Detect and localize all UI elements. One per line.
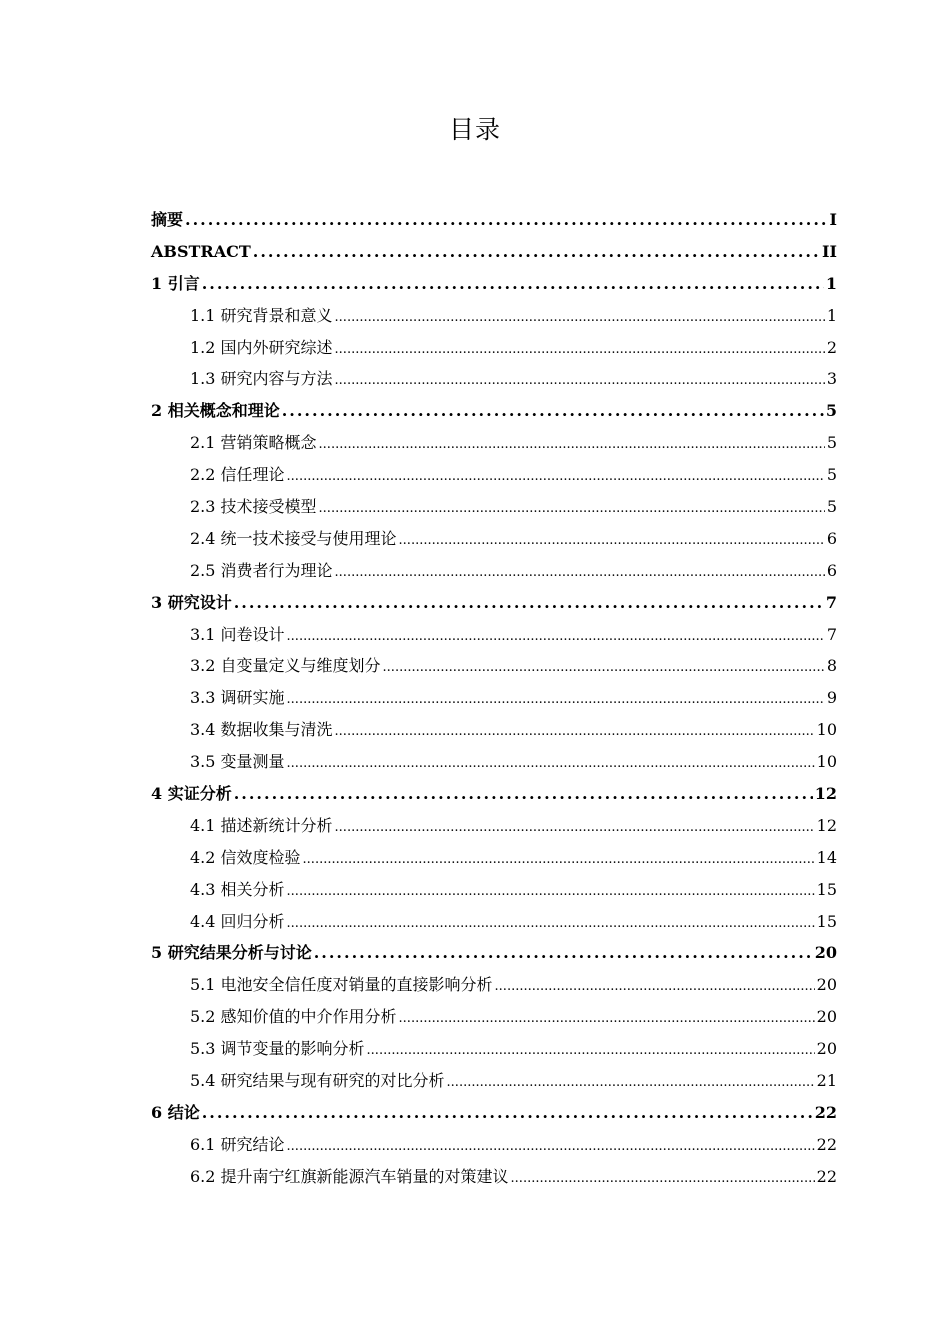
- dot-leader: [335, 365, 825, 397]
- toc-entry-title: 3.1 问卷设计: [190, 624, 285, 644]
- toc-entry-title: 2.5 消费者行为理论: [190, 560, 333, 580]
- toc-entry[interactable]: [151, 714, 837, 746]
- toc-entry-page-number: II: [822, 241, 837, 261]
- toc-entry-page-number: 5: [825, 401, 837, 421]
- dot-leader: [335, 716, 815, 748]
- toc-entry[interactable]: [151, 300, 837, 332]
- toc-entry-page-number: 5: [826, 497, 837, 517]
- toc-entry[interactable]: [151, 1129, 837, 1161]
- toc-entry[interactable]: [151, 969, 837, 1001]
- toc-entry-title: 5.1 电池安全信任度对销量的直接影响分析: [190, 975, 493, 995]
- toc-entry-page-number: 3: [826, 369, 837, 389]
- toc-entry-title: 4.1 描述新统计分析: [190, 815, 333, 835]
- dot-leader: [399, 1003, 815, 1035]
- toc-entry[interactable]: [151, 1097, 837, 1129]
- toc-entry[interactable]: [151, 363, 837, 395]
- dot-leader: [335, 557, 825, 589]
- toc-entry-page-number: 8: [826, 656, 837, 676]
- toc-entry-page-number: 14: [816, 847, 837, 867]
- toc-entry-page-number: 20: [814, 943, 837, 963]
- toc-entry-page-number: 9: [826, 688, 837, 708]
- toc-entry[interactable]: [151, 778, 837, 810]
- dot-leader: [447, 1067, 815, 1099]
- toc-entry-title: 1 引言: [151, 273, 200, 293]
- toc-entry-title: 2 相关概念和理论: [151, 401, 280, 421]
- dot-leader: [287, 461, 825, 493]
- toc-entry-title: 3.5 变量测量: [190, 752, 285, 772]
- dot-leader: [319, 493, 825, 525]
- toc-title: 目录: [448, 115, 501, 144]
- toc-entry[interactable]: [151, 491, 837, 523]
- toc-entry-page-number: 1: [825, 273, 837, 293]
- toc-entry[interactable]: [151, 1033, 837, 1065]
- toc-entry[interactable]: [151, 842, 837, 874]
- toc-entry-title: 1.3 研究内容与方法: [190, 369, 333, 389]
- dot-leader: [303, 844, 815, 876]
- toc-entry-title: 3.2 自变量定义与维度划分: [190, 656, 381, 676]
- toc-entry[interactable]: [151, 587, 837, 619]
- toc-entry-page-number: 20: [816, 1039, 837, 1059]
- dot-leader: [202, 1097, 813, 1129]
- toc-entry[interactable]: [151, 874, 837, 906]
- toc-entry-title: 2.1 营销策略概念: [190, 433, 317, 453]
- toc-entry-title: 1.2 国内外研究综述: [190, 337, 333, 357]
- toc-entry-title: 4 实证分析: [151, 784, 232, 804]
- toc-entry[interactable]: [151, 268, 837, 300]
- toc-entry-page-number: 15: [816, 879, 837, 899]
- toc-entry-title: 3.4 数据收集与清洗: [190, 720, 333, 740]
- dot-leader: [287, 1131, 815, 1163]
- toc-entry-title: ABSTRACT: [151, 241, 251, 261]
- toc-entry-page-number: 22: [814, 1102, 837, 1122]
- dot-leader: [495, 971, 815, 1003]
- toc-entry[interactable]: [151, 1065, 837, 1097]
- toc-entry-title: 5.3 调节变量的影响分析: [190, 1039, 365, 1059]
- dot-leader: [234, 778, 813, 810]
- dot-leader: [367, 1035, 815, 1067]
- toc-entry-page-number: 22: [816, 1134, 837, 1154]
- dot-leader: [511, 1163, 815, 1195]
- toc-entry-page-number: 20: [816, 975, 837, 995]
- toc-entry[interactable]: [151, 332, 837, 364]
- toc-entry[interactable]: [151, 650, 837, 682]
- dot-leader: [335, 812, 815, 844]
- toc-entry-title: 5 研究结果分析与讨论: [151, 943, 312, 963]
- toc-entry-title: 3.3 调研实施: [190, 688, 285, 708]
- toc-entry[interactable]: [151, 746, 837, 778]
- toc-entry[interactable]: [151, 906, 837, 938]
- toc-entry-title: 6 结论: [151, 1102, 200, 1122]
- toc-entry[interactable]: [151, 1161, 837, 1193]
- toc-entry-page-number: 7: [826, 624, 837, 644]
- toc-entry-title: 4.4 回归分析: [190, 911, 285, 931]
- dot-leader: [287, 621, 825, 653]
- toc-entry-page-number: 6: [826, 560, 837, 580]
- toc-entry[interactable]: [151, 204, 837, 236]
- toc-entry-title: 2.4 统一技术接受与使用理论: [190, 528, 397, 548]
- toc-entry[interactable]: [151, 682, 837, 714]
- toc-entry-page-number: I: [829, 210, 837, 229]
- toc-entry-page-number: 2: [826, 337, 837, 357]
- dot-leader: [282, 395, 824, 427]
- toc-entry-title: 2.2 信任理论: [190, 465, 285, 485]
- dot-leader: [287, 876, 815, 908]
- toc-entry-title: 1.1 研究背景和意义: [190, 305, 333, 325]
- table-of-contents: [151, 204, 837, 1193]
- toc-entry[interactable]: [151, 937, 837, 969]
- dot-leader: [185, 204, 828, 236]
- dot-leader: [319, 429, 825, 461]
- toc-entry[interactable]: [151, 1001, 837, 1033]
- toc-entry-title: 2.3 技术接受模型: [190, 497, 317, 517]
- dot-leader: [253, 236, 820, 268]
- dot-leader: [287, 908, 815, 940]
- toc-entry-title: 6.1 研究结论: [190, 1134, 285, 1154]
- toc-entry-title: 摘要: [151, 210, 184, 229]
- toc-entry-title: 4.3 相关分析: [190, 879, 285, 899]
- toc-entry-page-number: 6: [826, 528, 837, 548]
- toc-entry-title: 5.4 研究结果与现有研究的对比分析: [190, 1071, 445, 1091]
- toc-entry[interactable]: [151, 619, 837, 651]
- toc-entry[interactable]: [151, 459, 837, 491]
- toc-entry[interactable]: [151, 236, 837, 268]
- toc-entry-title: 5.2 感知价值的中介作用分析: [190, 1007, 397, 1027]
- toc-entry[interactable]: [151, 555, 837, 587]
- dot-leader: [335, 334, 825, 366]
- dot-leader: [202, 268, 824, 300]
- dot-leader: [383, 652, 825, 684]
- toc-entry-page-number: 10: [816, 720, 837, 740]
- toc-entry-page-number: 1: [826, 305, 837, 325]
- dot-leader: [314, 937, 813, 969]
- toc-entry-page-number: 12: [814, 784, 837, 804]
- toc-entry-title: 4.2 信效度检验: [190, 847, 301, 867]
- dot-leader: [335, 302, 825, 334]
- toc-entry-page-number: 5: [826, 433, 837, 453]
- toc-entry-page-number: 21: [816, 1071, 837, 1091]
- toc-entry-page-number: 12: [816, 815, 837, 835]
- dot-leader: [287, 684, 825, 716]
- toc-entry[interactable]: [151, 395, 837, 427]
- toc-entry[interactable]: [151, 523, 837, 555]
- toc-entry[interactable]: [151, 427, 837, 459]
- toc-entry-title: 6.2 提升南宁红旗新能源汽车销量的对策建议: [190, 1166, 509, 1186]
- toc-entry-page-number: 10: [816, 752, 837, 772]
- toc-entry-title: 3 研究设计: [151, 592, 232, 612]
- dot-leader: [287, 748, 815, 780]
- toc-entry-page-number: 7: [825, 592, 837, 612]
- toc-entry-page-number: 20: [816, 1007, 837, 1027]
- dot-leader: [399, 525, 825, 557]
- toc-entry-page-number: 15: [816, 911, 837, 931]
- toc-entry-page-number: 5: [826, 465, 837, 485]
- dot-leader: [234, 587, 824, 619]
- toc-entry[interactable]: [151, 810, 837, 842]
- toc-entry-page-number: 22: [816, 1166, 837, 1186]
